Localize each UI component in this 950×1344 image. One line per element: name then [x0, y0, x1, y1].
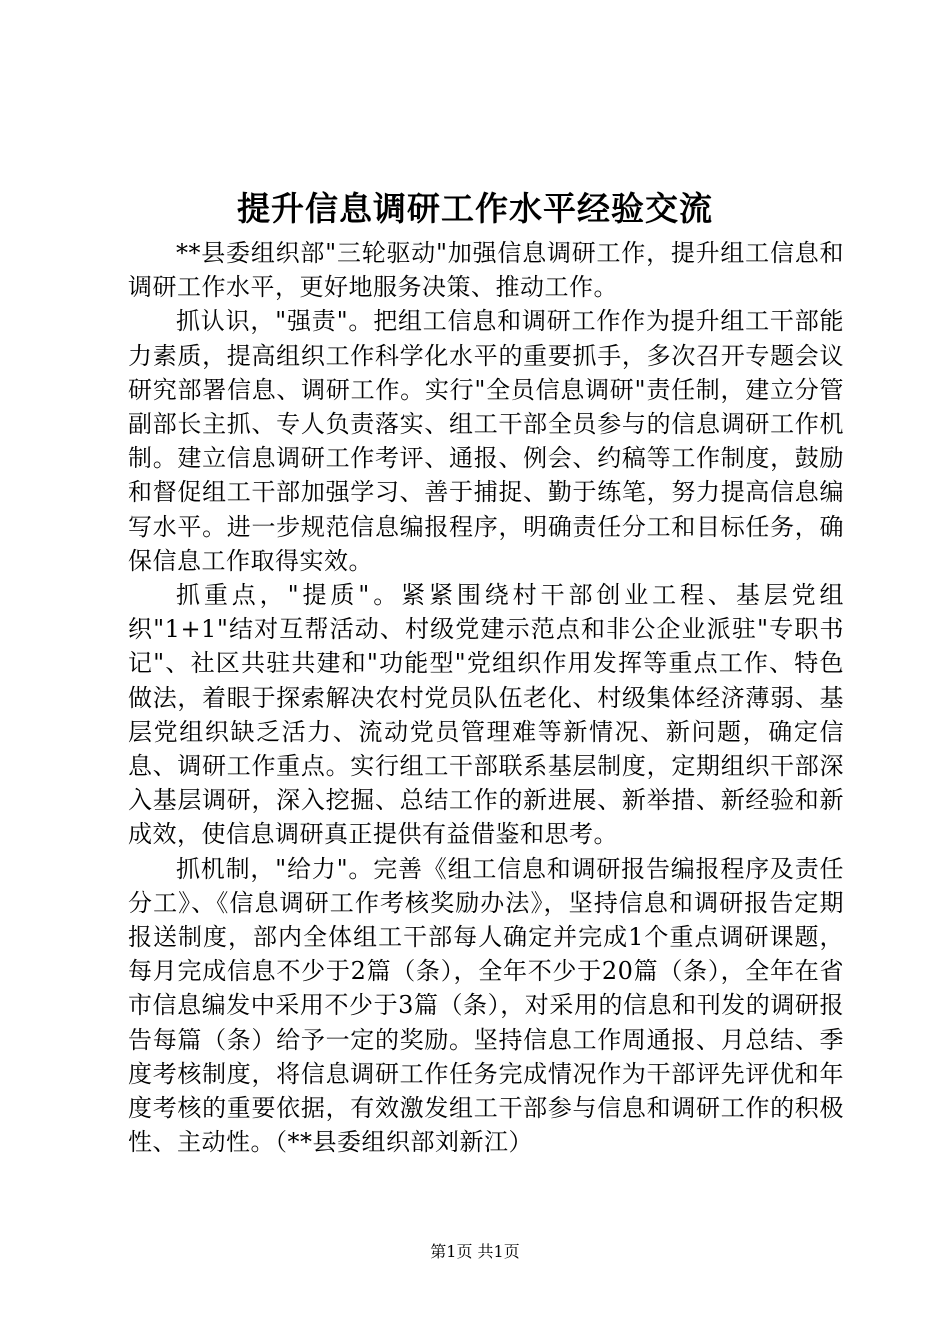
paragraph-mechanism: 抓机制，"给力"。完善《组工信息和调研报告编报程序及责任分工》、《信息调研工作考核奖励办法》，坚持信息和调研报告定期报送制度，部内全体组工干部每人确定并完成1个重点调研课题，每月完成信息不少于2篇（条），全年不少于20篇（条），全年在省市信息编发中采用不少于3篇（条），对采用的信息和刊发的调研报告每篇（条）给予一定的奖励。坚持信息工作周通报、月总结、季度考核制度，将信息调研工作任务完成情况作为干部评先评优和年度考核的重要依据，有效激发组工干部参与信息和调研工作的积极性、主动性。（**县委组织部刘新江） — [128, 854, 844, 1157]
page-footer: 第1页 共1页 — [430, 1242, 520, 1261]
paragraph-focus: 抓重点，"提质"。紧紧围绕村干部创业工程、基层党组织"1+1"结对互帮活动、村级党建示范点和非公企业派驻"专职书记"、社区共驻共建和"功能型"党组织作用发挥等重点工作、特色做法，着眼于探索解决农村党员队伍老化、村级集体经济薄弱、基层党组织缺乏活力、流动党员管理难等新情况、新问题，确定信息、调研工作重点。实行组工干部联系基层制度，定期组织干部深入基层调研，深入挖掘、总结工作的新进展、新举措、新经验和新成效，使信息调研真正提供有益借鉴和思考。 — [128, 581, 844, 849]
document-body — [128, 236, 844, 1159]
document-title: 提升信息调研工作水平经验交流 — [237, 189, 713, 228]
paragraph-awareness: 抓认识，"强责"。把组工信息和调研工作作为提升组工干部能力素质，提高组织工作科学化水平的重要抓手，多次召开专题会议研究部署信息、调研工作。实行"全员信息调研"责任制，建立分管副部长主抓、专人负责落实、组工干部全员参与的信息调研工作机制。建立信息调研工作考评、通报、例会、约稿等工作制度，鼓励和督促组工干部加强学习、善于捕捉、勤于练笔，努力提高信息编写水平。进一步规范信息编报程序，明确责任分工和目标任务，确保信息工作取得实效。 — [128, 307, 844, 575]
paragraph-intro: **县委组织部"三轮驱动"加强信息调研工作，提升组工信息和调研工作水平，更好地服务决策、推动工作。 — [128, 239, 844, 302]
